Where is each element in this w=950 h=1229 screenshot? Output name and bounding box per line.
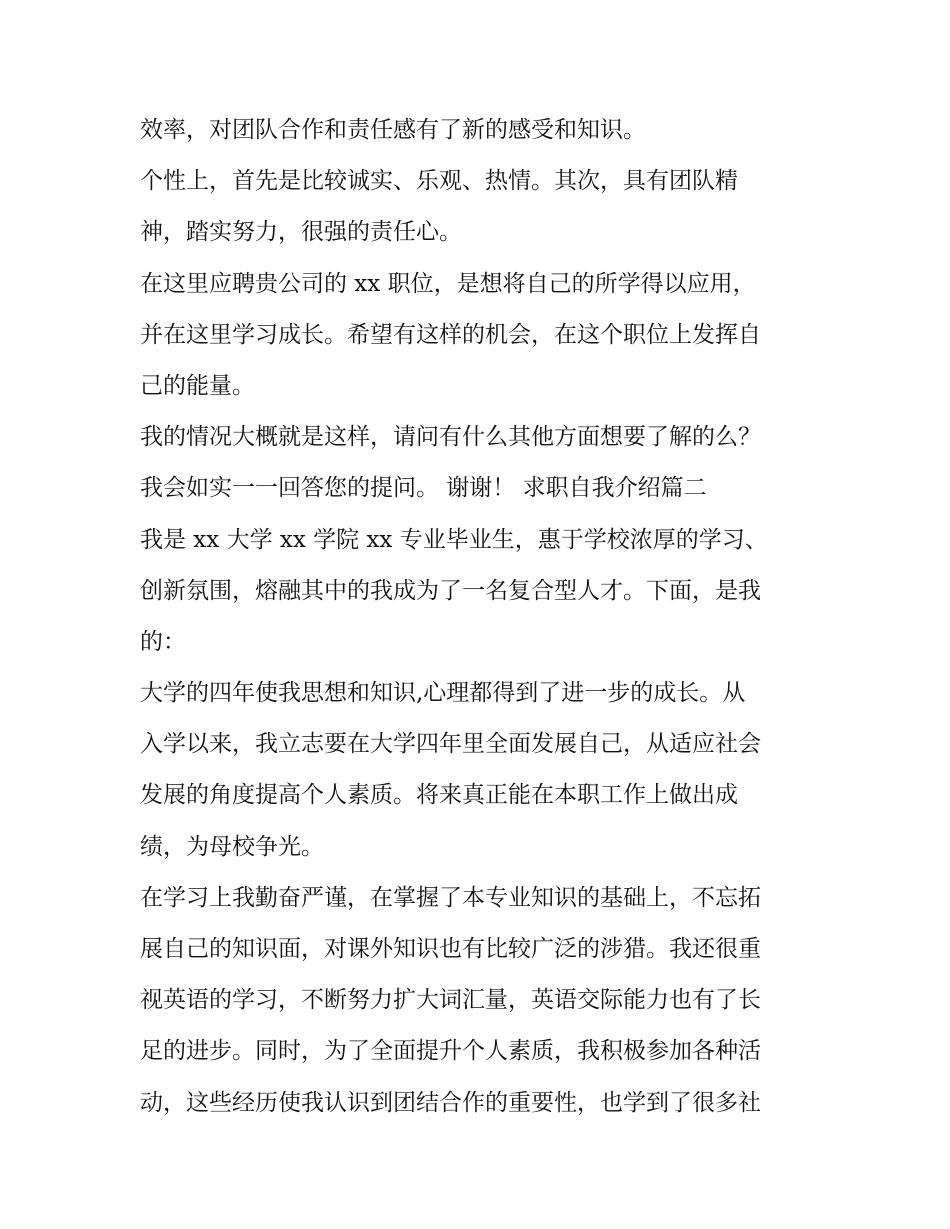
text-line: 在这里应聘贵公司的 xx 职位，是想将自己的所学得以应用， [140, 270, 756, 297]
text-line: 动，这些经历使我认识到团结合作的重要性，也学到了很多社 [140, 1089, 761, 1116]
text-line: 神，踏实努力，很强的责任心。 [140, 219, 462, 246]
text-line: 大学的四年使我思想和知识,心理都得到了进一步的成长。从 [140, 680, 746, 707]
text-line: 我的情况大概就是这样，请问有什么其他方面想要了解的么？ [140, 424, 761, 451]
document-body [140, 105, 820, 1129]
text-line: 己的能量。 [140, 372, 255, 399]
text-line: 并在这里学习成长。希望有这样的机会，在这个职位上发挥自 [140, 321, 761, 348]
text-line: 展自己的知识面，对课外知识也有比较广泛的涉猎。我还很重 [140, 936, 761, 962]
text-line: 视英语的学习，不断努力扩大词汇量，英语交际能力也有了长 [140, 987, 761, 1014]
text-line: 创新氛围，熔融其中的我成为了一名复合型人才。下面，是我 [140, 577, 761, 604]
text-line: 效率，对团队合作和责任感有了新的感受和知识。 [140, 117, 646, 143]
text-line: 在学习上我勤奋严谨，在掌握了本专业知识的基础上，不忘拓 [140, 884, 761, 911]
text-line: 绩，为母校争光。 [140, 833, 324, 860]
text-line: 我会如实一一回答您的提问。 谢谢！ 求职自我介绍篇二 [140, 475, 707, 502]
text-line: 入学以来，我立志要在大学四年里全面发展自己，从适应社会 [140, 731, 761, 758]
text-line: 个性上，首先是比较诚实、乐观、热情。其次，具有团队精 [140, 168, 738, 195]
text-line: 的： [140, 628, 186, 655]
text-line: 我是 xx 大学 xx 学院 xx 专业毕业生，惠于学校浓厚的学习、 [140, 526, 768, 553]
text-line: 发展的角度提高个人素质。将来真正能在本职工作上做出成 [140, 782, 738, 809]
text-line: 足的进步。同时，为了全面提升个人素质，我积极参加各种活 [140, 1038, 761, 1065]
